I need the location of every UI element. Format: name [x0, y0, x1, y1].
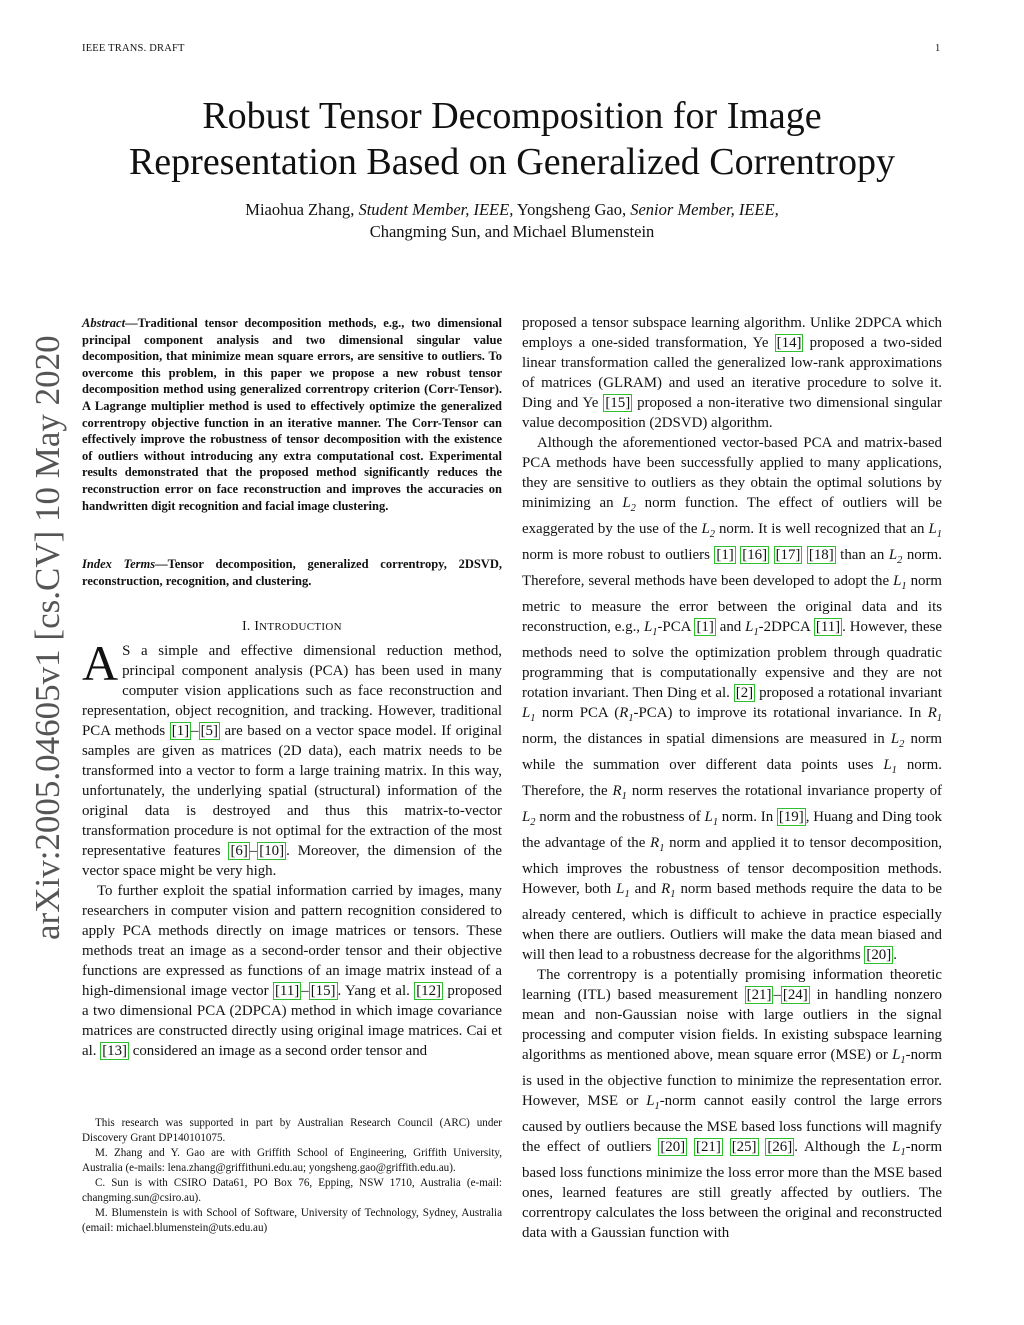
math-subscript: 1 [628, 712, 634, 724]
text: norm. Therefore, several methods have been developed to adopt the [522, 546, 942, 589]
text: Although the aforementioned vector-based PCA and matrix-based PCA methods have been successfully applied to many applications, they are sensitive to outliers as they obtain the optimal solutions by minimizing an [522, 435, 942, 511]
math-symbol: L [883, 756, 892, 773]
math-l2 [701, 520, 715, 540]
text: proposed a two dimensional PCA (2DPCA) method in which image covariance matrices are constructed directly using original image matrices. Cai et al. [82, 983, 502, 1059]
text: norm function. The effect of outliers will be exaggerated by the use of the [522, 495, 942, 537]
math-symbol: L [892, 1046, 901, 1063]
right-paragraph-2 [522, 433, 942, 965]
text: proposed a non-iterative two dimensional singular value decomposition (2DSVD) algorithm. [522, 395, 942, 431]
text: than an [835, 546, 889, 563]
math-subscript: 1 [936, 528, 942, 540]
text: The correntropy is a potentially promising information theoretic learning (ITL) based measurement [522, 966, 942, 1003]
text: . [893, 946, 897, 963]
citation-link[interactable]: [26] [767, 1138, 793, 1155]
math-l1 [522, 704, 536, 724]
math-subscript: 1 [900, 1054, 906, 1066]
math-subscript: 1 [652, 626, 658, 638]
text: norm based methods require the data to be already centered, which is difficult to achieve in practice especially when there are outliers. Outliers will make the data mean biased and will then lead to a robustness decrease for the algorithms [522, 880, 942, 963]
text: in handling nonzero mean and non-Gaussian noise with large outliers in the signal processing and computer vision fields. In existing subspace learning algorithms as mentioned above, mean square error (MSE) or [522, 986, 942, 1063]
math-symbol: L [890, 730, 900, 747]
section-initial: I [254, 618, 260, 633]
math-r1 [661, 880, 676, 900]
math-symbol: L [892, 1138, 901, 1155]
title-line-2: Representation Based on Generalized Correntropy [128, 141, 896, 183]
author-name: Yongsheng Gao, [516, 200, 627, 219]
citation-link[interactable]: [21] [746, 986, 772, 1003]
text: , Huang and Ding took the advantage of the [522, 808, 942, 851]
text: . However, these methods need to solve the optimization problem through quadratic programming that is computationally expensive and they are not rotation invariant. Then Ding et al. [522, 618, 942, 701]
math-symbol: R [661, 880, 671, 897]
author-role: Student Member, IEEE, [358, 200, 514, 219]
citation-link[interactable]: [20] [866, 946, 892, 963]
footnote: M. Blumenstein is with School of Software, University of Technology, Sydney, Australia (email: michael.blumenstein@uts.edu.au) [82, 1207, 502, 1234]
index-terms-text: —Tensor decomposition, generalized correntropy, 2DSVD, reconstruction, recognition, and clustering. [82, 557, 502, 588]
text: and [715, 618, 746, 635]
math-symbol: L [643, 618, 653, 635]
text: norm. It is well recognized that an [714, 520, 929, 537]
text: -PCA) to improve its rotational invariance. In [633, 704, 928, 721]
citation-link[interactable]: [10] [259, 843, 285, 859]
math-symbol: L [701, 520, 710, 537]
text: norm PCA ( [535, 704, 620, 721]
citation-link[interactable]: [5] [200, 723, 218, 739]
text: norm while the summation over different data points uses [522, 730, 942, 773]
math-symbol: L [745, 618, 754, 635]
citation-link[interactable]: [24] [782, 986, 808, 1003]
math-l1 [616, 880, 630, 900]
title-line-1: Robust Tensor Decomposition for Image [202, 95, 822, 137]
math-symbol: L [646, 1092, 655, 1109]
right-paragraph-3 [522, 965, 942, 1243]
text: proposed a rotational invariant [755, 684, 942, 701]
author-role: Senior Member, IEEE, [630, 200, 779, 219]
math-l2 [522, 808, 536, 828]
math-r1 [927, 704, 942, 724]
text: and [629, 880, 662, 897]
math-symbol: L [888, 546, 898, 563]
citation-link[interactable]: [15] [310, 983, 336, 999]
footnote: This research was supported in part by Australian Research Council (ARC) under Discovery Grant DP140101075. [82, 1117, 502, 1144]
text: -norm based loss functions minimize the loss error more than the MSE based ones, learned features are still greatly affected by outliers. The correntropy calculates the loss between the original and reconstructed data with a Gaussian function with [522, 1138, 943, 1241]
index-terms [82, 556, 502, 589]
math-l1 [892, 1046, 906, 1066]
math-l2 [888, 546, 903, 566]
math-l1 [646, 1092, 660, 1112]
math-l1 [643, 618, 658, 638]
author-block [60, 199, 964, 243]
math-symbol: R [650, 834, 660, 851]
math-subscript: 1 [654, 1100, 660, 1112]
author-name: Miaohua Zhang, [245, 200, 355, 219]
author-line-2: Changming Sun, and Michael Blumenstein [369, 222, 655, 241]
citation-link[interactable]: [15] [605, 395, 631, 411]
math-symbol: L [616, 880, 625, 897]
math-symbol: L [522, 808, 531, 825]
citation-link[interactable]: [16] [742, 546, 768, 563]
math-symbol: L [928, 520, 937, 537]
citation-link[interactable]: [20] [660, 1138, 686, 1155]
text: . Moreover, the dimension of the vector space might be very high. [82, 843, 502, 879]
math-subscript: 1 [936, 712, 942, 724]
math-subscript: 1 [891, 764, 897, 776]
text: S a simple and effective dimensional reduction method, principal component analysis (PCA) has been used in many computer vision applications such as face reconstruction and representation, object recognition, and tracking. However, traditional PCA methods [82, 643, 502, 739]
text: norm. Therefore, the [522, 756, 942, 799]
math-subscript: 1 [530, 712, 536, 724]
math-subscript: 2 [897, 554, 903, 566]
text: are based on a vector space model. If original samples are given as matrices (2D data), each matrix needs to be transformed into a vector to form a large training matrix. In this way, unfortunately, the underlying spatial (structural) information of the original data is destroyed and thus this matrix-to-vector transformation procedure is not optimal for the extraction of the most representative features [82, 723, 502, 859]
math-subscript: 1 [753, 626, 759, 638]
math-subscript: 1 [901, 580, 907, 592]
text: norm and applied it to tensor decomposition, which improves the robustness of tensor decomposition methods. However, both [522, 834, 942, 897]
page-number: 1 [935, 43, 941, 54]
running-header: IEEE TRANS. DRAFT [82, 43, 185, 54]
math-l1 [883, 756, 897, 776]
text: norm and the robustness of [535, 808, 705, 825]
math-l1 [893, 572, 907, 592]
math-r1 [612, 782, 627, 802]
abstract [82, 315, 502, 514]
footnote: C. Sun is with CSIRO Data61, PO Box 76, Epping, NSW 1710, Australia (e-mail: changming.sun@csiro.au). [82, 1177, 502, 1204]
text: norm metric to measure the error between the original data and its reconstruction, e.g., [522, 572, 943, 635]
citation-link[interactable]: [25] [731, 1138, 757, 1155]
intro-paragraph-1 [82, 635, 502, 881]
math-symbol: R [612, 782, 622, 799]
math-subscript: 2 [899, 738, 905, 750]
text: proposed a tensor subspace learning algorithm. Unlike 2DPCA which employs a one-sided transformation, Ye [522, 315, 942, 351]
math-subscript: 2 [709, 528, 715, 540]
math-subscript: 2 [630, 502, 636, 514]
citation-link[interactable]: [11] [815, 618, 841, 635]
citation-link[interactable]: [1] [716, 546, 734, 563]
math-symbol: R [619, 704, 629, 721]
text: considered an image as a second order tensor and [129, 1043, 428, 1059]
footnote: M. Zhang and Y. Gao are with Griffith School of Engineering, Griffith University, Australia (e-mails: lena.zhang@griffithuni.edu.au; yongsheng.gao@griffith.edu.au). [82, 1147, 502, 1174]
text: -norm is used in the objective function to minimize the representation error. However, MSE or [522, 1046, 942, 1109]
math-symbol: R [927, 704, 937, 721]
math-subscript: 1 [712, 816, 719, 828]
text: proposed a two-sided linear transformation called the generalized low-rank approximations of matrices (GLRAM) and used an iterative procedure to solve it. Ding and Ye [522, 335, 943, 411]
math-l1 [745, 618, 759, 638]
text: – [249, 843, 258, 859]
math-symbol: L [522, 704, 531, 721]
abstract-text: —Traditional tensor decomposition methods, e.g., two dimensional principal component analysis and two dimensional singular value decomposition, that minimize mean square errors, are sensitive to outliers. To overcome this problem, in this paper we propose a new robust tensor decomposition method using generalized correntropy criterion (Corr-Tensor). A Lagrange multiplier method is used to effectively optimize the generalized correntropy objective function in an iterative manner. The Corr-Tensor can effectively improve the robustness of tensor decomposition with the existence of outliers without introducing any extra computational cost. Experimental results demonstrated that the proposed method significantly reduces the reconstruction error on face reconstruction and improves the accuracies on handwritten digit recognition and facial image clustering. [82, 316, 502, 513]
text: . Yang et al. [337, 983, 415, 999]
text: -norm cannot easily control the large errors caused by outliers because the MSE based loss functions will magnify the effect of outliers [522, 1092, 942, 1155]
citation-link[interactable]: [17] [775, 546, 801, 563]
text: . Although the [794, 1138, 893, 1155]
math-subscript: 2 [530, 816, 536, 828]
text: – [773, 986, 781, 1003]
section-heading [82, 618, 502, 634]
text: – [191, 723, 199, 739]
text: norm is more robust to outliers [522, 546, 715, 563]
text: norm reserves the rotational invariance property of [626, 782, 942, 799]
math-r1 [619, 704, 634, 724]
arxiv-sidebar [24, 335, 72, 940]
text: -PCA [657, 618, 695, 635]
citation-link[interactable]: [1] [171, 723, 190, 739]
math-l1 [892, 1138, 906, 1158]
left-column-body [82, 635, 502, 1061]
abstract-label: Abstract [82, 316, 126, 330]
text: To further exploit the spatial information carried by images, many researchers in computer vision and pattern recognition considered to apply PCA methods directly on image matrices or tensors. These methods treat an image as a second-order tensor and their objective functions are expressed as functions of an image matrix instead of a high-dimensional image vector [82, 883, 502, 999]
text: – [301, 983, 309, 999]
drop-cap: A [82, 635, 119, 691]
citation-link[interactable]: [12] [416, 983, 442, 999]
math-subscript: 1 [900, 1146, 906, 1158]
footnotes [82, 1116, 502, 1236]
citation-link[interactable]: [6] [230, 843, 248, 859]
math-r1 [650, 834, 665, 854]
author-line-1 [60, 199, 964, 221]
arxiv-identifier: arXiv:2005.04605v1 [cs.CV] 10 May 2020 [28, 335, 67, 940]
citation-link[interactable]: [14] [776, 335, 802, 351]
citation-link[interactable]: [2] [735, 684, 754, 701]
citation-link[interactable]: [13] [102, 1043, 128, 1059]
text: -2DPCA [758, 618, 814, 635]
section-numeral: I. [242, 618, 251, 633]
section-rest: NTRODUCTION [259, 621, 342, 633]
math-subscript: 1 [624, 888, 630, 900]
citation-link[interactable]: [11] [274, 983, 300, 999]
math-subscript: 1 [659, 842, 665, 854]
intro-paragraph-2 [82, 881, 502, 1061]
citation-link[interactable]: [18] [808, 546, 834, 563]
index-terms-label: Index Terms [82, 557, 156, 571]
math-symbol: L [704, 808, 713, 825]
math-l2 [890, 730, 905, 750]
math-l1 [928, 520, 943, 540]
text: norm. In [718, 808, 777, 825]
right-column-body [522, 313, 942, 1243]
math-subscript: 1 [670, 888, 676, 900]
citation-link[interactable]: [1] [696, 618, 714, 635]
math-l2 [622, 495, 636, 514]
citation-link[interactable]: [21] [696, 1138, 721, 1155]
math-subscript: 1 [621, 790, 627, 802]
text: norm, the distances in spatial dimensions are measured in [522, 730, 891, 747]
math-l1 [704, 808, 719, 828]
math-symbol: L [893, 572, 902, 589]
math-symbol: L [622, 495, 631, 511]
right-paragraph-1 [522, 313, 942, 433]
citation-link[interactable]: [19] [778, 808, 804, 825]
paper-title [60, 93, 964, 185]
